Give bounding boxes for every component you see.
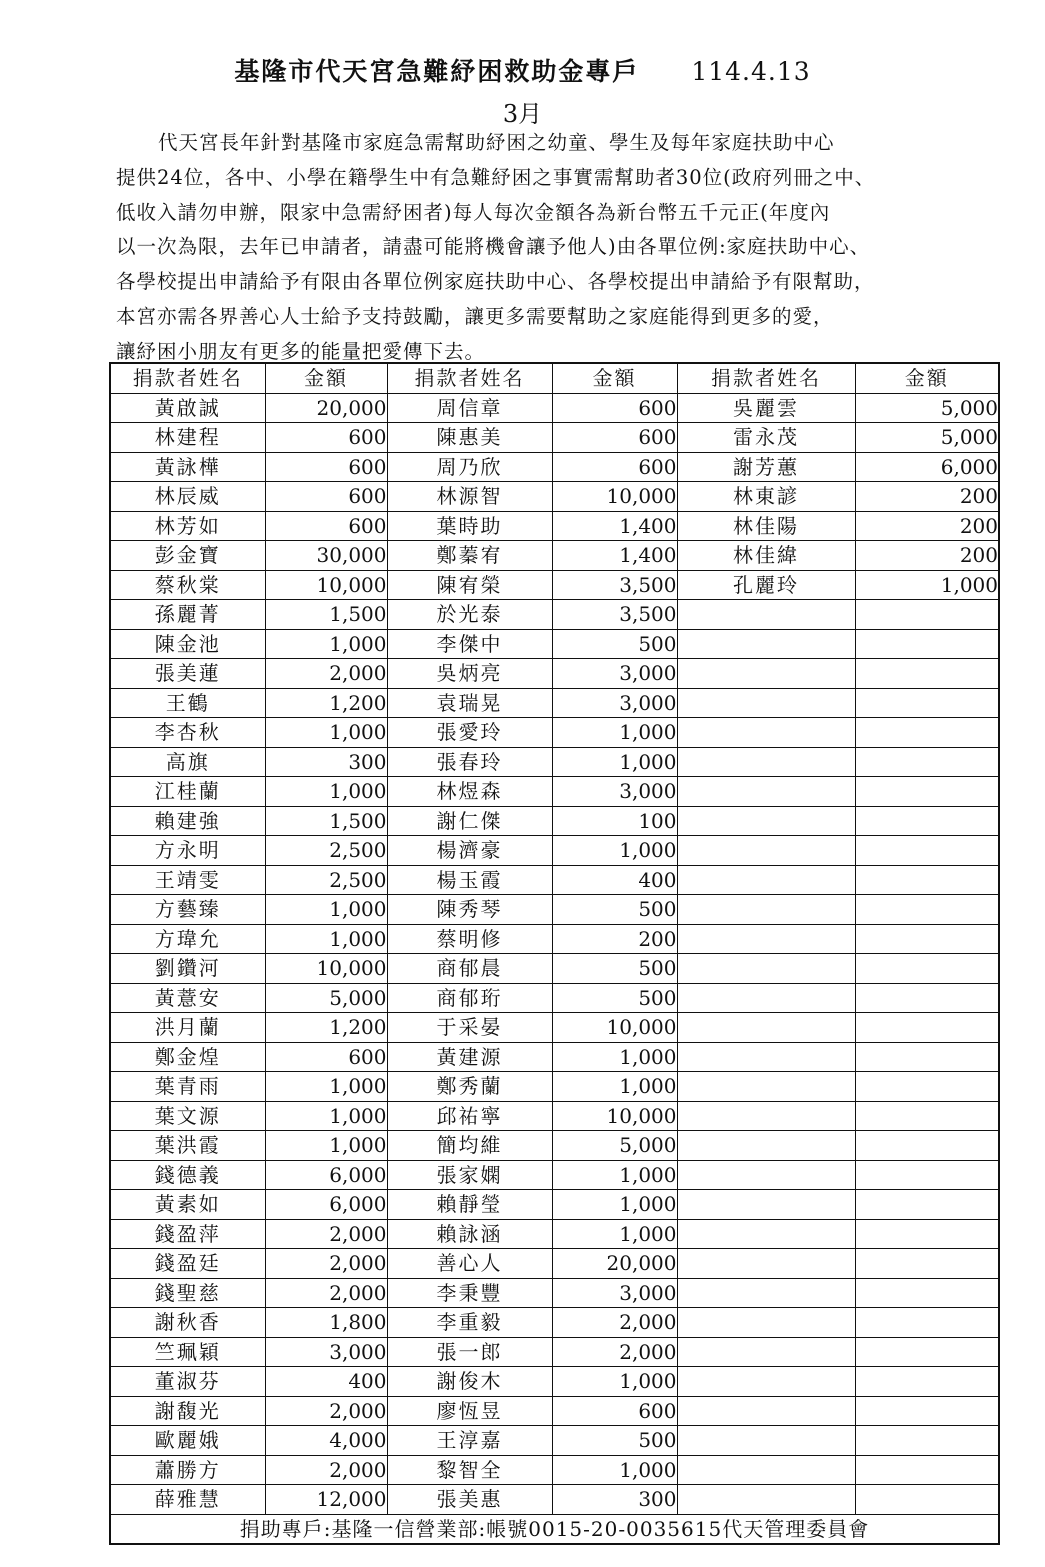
donor-name-cell: 廖恆昱 xyxy=(387,1396,552,1426)
donor-name-cell xyxy=(677,1396,855,1426)
amount-cell: 1,000 xyxy=(552,1455,677,1485)
table-row xyxy=(110,1308,999,1338)
amount-cell: 6,000 xyxy=(855,452,999,482)
donor-name-cell: 張美惠 xyxy=(387,1485,552,1515)
amount-cell xyxy=(855,1455,999,1485)
amount-cell: 600 xyxy=(265,482,387,512)
table-row xyxy=(110,1219,999,1249)
donor-name-cell: 林煜森 xyxy=(387,777,552,807)
amount-cell: 3,000 xyxy=(265,1337,387,1367)
amount-cell xyxy=(855,600,999,630)
donor-name-cell: 謝芳蕙 xyxy=(677,452,855,482)
amount-cell: 1,000 xyxy=(265,924,387,954)
account-info: 捐助專戶:基隆一信營業部:帳號0015-20-0035615代天管理委員會 xyxy=(110,1514,999,1544)
donor-name-cell xyxy=(677,1219,855,1249)
donor-name-cell: 蔡秋棠 xyxy=(110,570,265,600)
amount-cell: 2,000 xyxy=(265,1219,387,1249)
donor-name-cell: 劉鑽河 xyxy=(110,954,265,984)
amount-cell xyxy=(855,806,999,836)
donor-name-cell: 賴詠涵 xyxy=(387,1219,552,1249)
donor-name-cell xyxy=(677,1042,855,1072)
amount-cell: 1,000 xyxy=(552,1219,677,1249)
donor-name-cell: 於光泰 xyxy=(387,600,552,630)
donor-name-cell: 錢德義 xyxy=(110,1160,265,1190)
donor-name-cell: 于采晏 xyxy=(387,1013,552,1043)
table-row xyxy=(110,1455,999,1485)
table-row xyxy=(110,1160,999,1190)
donor-name-cell: 袁瑞晃 xyxy=(387,688,552,718)
table-footer-row xyxy=(110,1514,999,1544)
donor-name-cell xyxy=(677,1308,855,1338)
amount-cell: 1,800 xyxy=(265,1308,387,1338)
amount-cell: 1,000 xyxy=(265,1072,387,1102)
donor-name-cell xyxy=(677,1072,855,1102)
donor-name-cell: 錢盈廷 xyxy=(110,1249,265,1279)
donor-name-cell: 薛雅慧 xyxy=(110,1485,265,1515)
donor-name-cell: 李杏秋 xyxy=(110,718,265,748)
amount-cell: 1,000 xyxy=(552,836,677,866)
amount-cell xyxy=(855,1013,999,1043)
intro-line: 代天宮長年針對基隆市家庭急需幫助紓困之幼童、學生及每年家庭扶助中心 xyxy=(158,131,835,154)
donor-name-cell: 葉時助 xyxy=(387,511,552,541)
amount-cell xyxy=(855,924,999,954)
amount-cell: 2,000 xyxy=(552,1337,677,1367)
header-donor-name: 捐款者姓名 xyxy=(387,363,552,393)
header-amount: 金額 xyxy=(265,363,387,393)
amount-cell: 12,000 xyxy=(265,1485,387,1515)
donor-name-cell xyxy=(677,1249,855,1279)
amount-cell: 10,000 xyxy=(265,954,387,984)
amount-cell: 400 xyxy=(552,865,677,895)
donor-name-cell: 李傑中 xyxy=(387,629,552,659)
amount-cell: 3,500 xyxy=(552,570,677,600)
donor-name-cell xyxy=(677,777,855,807)
donor-name-cell: 周信章 xyxy=(387,393,552,423)
table-row xyxy=(110,1367,999,1397)
amount-cell: 200 xyxy=(855,511,999,541)
donor-name-cell: 楊濟豪 xyxy=(387,836,552,866)
table-row xyxy=(110,1485,999,1515)
amount-cell xyxy=(855,1072,999,1102)
donor-name-cell: 黃建源 xyxy=(387,1042,552,1072)
amount-cell xyxy=(855,1249,999,1279)
donor-name-cell: 黃啟誠 xyxy=(110,393,265,423)
donor-name-cell: 吳麗雲 xyxy=(677,393,855,423)
amount-cell: 400 xyxy=(265,1367,387,1397)
amount-cell: 2,000 xyxy=(265,1249,387,1279)
amount-cell xyxy=(855,1367,999,1397)
donor-name-cell xyxy=(677,1337,855,1367)
amount-cell: 600 xyxy=(265,423,387,453)
donor-name-cell: 高旗 xyxy=(110,747,265,777)
donor-name-cell xyxy=(677,836,855,866)
donor-name-cell: 林佳緯 xyxy=(677,541,855,571)
donor-name-cell: 李秉豐 xyxy=(387,1278,552,1308)
donor-name-cell: 林佳陽 xyxy=(677,511,855,541)
donor-name-cell: 蔡明修 xyxy=(387,924,552,954)
amount-cell xyxy=(855,1308,999,1338)
donor-name-cell: 方瑋允 xyxy=(110,924,265,954)
title-text: 基隆市代天宮急難紓困救助金專戶 xyxy=(234,57,640,86)
donor-name-cell: 蕭勝方 xyxy=(110,1455,265,1485)
intro-line: 以一次為限，去年已申請者，請盡可能將機會讓予他人)由各單位例:家庭扶助中心、 xyxy=(116,235,871,259)
donor-name-cell: 林建程 xyxy=(110,423,265,453)
amount-cell: 1,000 xyxy=(265,1101,387,1131)
amount-cell: 2,000 xyxy=(265,1278,387,1308)
amount-cell: 5,000 xyxy=(855,423,999,453)
donor-name-cell xyxy=(677,718,855,748)
donor-name-cell: 謝秋香 xyxy=(110,1308,265,1338)
donor-name-cell xyxy=(677,747,855,777)
amount-cell xyxy=(855,1131,999,1161)
donor-name-cell xyxy=(677,1131,855,1161)
header-donor-name: 捐款者姓名 xyxy=(677,363,855,393)
amount-cell: 20,000 xyxy=(552,1249,677,1279)
donor-name-cell: 王靖雯 xyxy=(110,865,265,895)
amount-cell: 600 xyxy=(552,423,677,453)
donor-name-cell: 陳金池 xyxy=(110,629,265,659)
table-row xyxy=(110,1337,999,1367)
donor-name-cell: 賴建強 xyxy=(110,806,265,836)
donor-name-cell: 雷永茂 xyxy=(677,423,855,453)
donor-name-cell xyxy=(677,659,855,689)
amount-cell: 10,000 xyxy=(265,570,387,600)
donor-name-cell: 賴靜瑩 xyxy=(387,1190,552,1220)
donor-name-cell xyxy=(677,954,855,984)
table-header-row xyxy=(110,363,999,393)
amount-cell: 100 xyxy=(552,806,677,836)
amount-cell: 500 xyxy=(552,983,677,1013)
donor-name-cell: 簡均維 xyxy=(387,1131,552,1161)
amount-cell: 600 xyxy=(552,452,677,482)
amount-cell: 5,000 xyxy=(552,1131,677,1161)
donor-name-cell: 方藝臻 xyxy=(110,895,265,925)
donor-name-cell: 鄭秀蘭 xyxy=(387,1072,552,1102)
donor-name-cell: 林源智 xyxy=(387,482,552,512)
page-month: 3月 xyxy=(502,100,543,128)
table-row xyxy=(110,1426,999,1456)
donor-name-cell: 黃素如 xyxy=(110,1190,265,1220)
amount-cell: 1,000 xyxy=(855,570,999,600)
table-row xyxy=(110,600,999,630)
donor-name-cell xyxy=(677,1367,855,1397)
amount-cell: 2,000 xyxy=(265,1396,387,1426)
table-row xyxy=(110,865,999,895)
table-row xyxy=(110,1131,999,1161)
amount-cell: 2,000 xyxy=(265,1455,387,1485)
donor-name-cell: 陳宥榮 xyxy=(387,570,552,600)
donor-name-cell: 孫麗菁 xyxy=(110,600,265,630)
amount-cell: 1,400 xyxy=(552,511,677,541)
amount-cell: 10,000 xyxy=(552,482,677,512)
amount-cell: 1,200 xyxy=(265,1013,387,1043)
amount-cell: 300 xyxy=(265,747,387,777)
amount-cell: 30,000 xyxy=(265,541,387,571)
table-row xyxy=(110,777,999,807)
donor-name-cell xyxy=(677,924,855,954)
amount-cell: 1,000 xyxy=(265,895,387,925)
table-row xyxy=(110,1072,999,1102)
amount-cell: 600 xyxy=(265,511,387,541)
header-amount: 金額 xyxy=(855,363,999,393)
donor-name-cell: 陳惠美 xyxy=(387,423,552,453)
amount-cell xyxy=(855,836,999,866)
donor-name-cell: 張春玲 xyxy=(387,747,552,777)
table-row xyxy=(110,688,999,718)
donor-name-cell xyxy=(677,1455,855,1485)
amount-cell: 3,500 xyxy=(552,600,677,630)
donor-name-cell xyxy=(677,1160,855,1190)
amount-cell: 500 xyxy=(552,954,677,984)
donor-name-cell xyxy=(677,983,855,1013)
donor-name-cell: 錢聖慈 xyxy=(110,1278,265,1308)
amount-cell: 10,000 xyxy=(552,1013,677,1043)
table-row xyxy=(110,659,999,689)
donor-name-cell: 竺珮穎 xyxy=(110,1337,265,1367)
donor-name-cell: 黃薏安 xyxy=(110,983,265,1013)
donor-name-cell: 善心人 xyxy=(387,1249,552,1279)
donor-name-cell xyxy=(677,600,855,630)
amount-cell: 2,500 xyxy=(265,836,387,866)
amount-cell: 500 xyxy=(552,895,677,925)
amount-cell: 3,000 xyxy=(552,659,677,689)
table-row xyxy=(110,1101,999,1131)
table-row xyxy=(110,452,999,482)
donor-name-cell: 葉文源 xyxy=(110,1101,265,1131)
donor-name-cell: 林芳如 xyxy=(110,511,265,541)
donor-name-cell: 張一郎 xyxy=(387,1337,552,1367)
donor-name-cell: 謝仁傑 xyxy=(387,806,552,836)
donor-name-cell: 張家嫻 xyxy=(387,1160,552,1190)
donor-name-cell: 李重毅 xyxy=(387,1308,552,1338)
header-donor-name: 捐款者姓名 xyxy=(110,363,265,393)
donor-name-cell xyxy=(677,1485,855,1515)
amount-cell xyxy=(855,747,999,777)
donor-name-cell: 孔麗玲 xyxy=(677,570,855,600)
donor-table xyxy=(109,362,1000,1545)
donor-name-cell: 邱祐寧 xyxy=(387,1101,552,1131)
amount-cell: 6,000 xyxy=(265,1190,387,1220)
donor-name-cell: 江桂蘭 xyxy=(110,777,265,807)
table-row xyxy=(110,1190,999,1220)
intro-line: 各學校提出申請給予有限由各單位例家庭扶助中心、各學校提出申請給予有限幫助， xyxy=(116,270,875,294)
amount-cell xyxy=(855,895,999,925)
amount-cell: 1,000 xyxy=(265,718,387,748)
amount-cell xyxy=(855,688,999,718)
amount-cell: 1,000 xyxy=(552,1160,677,1190)
amount-cell: 600 xyxy=(552,393,677,423)
amount-cell xyxy=(855,954,999,984)
amount-cell xyxy=(855,983,999,1013)
amount-cell: 200 xyxy=(552,924,677,954)
donor-name-cell: 謝馥光 xyxy=(110,1396,265,1426)
amount-cell: 1,000 xyxy=(552,747,677,777)
donor-name-cell: 謝俊木 xyxy=(387,1367,552,1397)
donor-name-cell: 鄭金煌 xyxy=(110,1042,265,1072)
table-row xyxy=(110,747,999,777)
table-row xyxy=(110,629,999,659)
amount-cell: 1,000 xyxy=(265,777,387,807)
amount-cell: 3,000 xyxy=(552,1278,677,1308)
amount-cell: 3,000 xyxy=(552,777,677,807)
donor-name-cell xyxy=(677,806,855,836)
intro-line: 讓紓困小朋友有更多的能量把愛傳下去。 xyxy=(116,339,486,363)
donor-name-cell: 黃詠樺 xyxy=(110,452,265,482)
amount-cell: 10,000 xyxy=(552,1101,677,1131)
amount-cell: 1,400 xyxy=(552,541,677,571)
intro-paragraph xyxy=(116,126,996,370)
table-row xyxy=(110,836,999,866)
table-row xyxy=(110,1013,999,1043)
donor-name-cell xyxy=(677,688,855,718)
table-row xyxy=(110,541,999,571)
amount-cell: 2,000 xyxy=(265,659,387,689)
donor-name-cell xyxy=(677,1190,855,1220)
intro-line: 低收入請勿申辦，限家中急需紓困者)每人每次金額各為新台幣五千元正(年度內 xyxy=(116,200,831,224)
donor-name-cell: 商郁珩 xyxy=(387,983,552,1013)
amount-cell xyxy=(855,1485,999,1515)
donor-name-cell xyxy=(677,865,855,895)
donor-name-cell: 吳炳亮 xyxy=(387,659,552,689)
table-row xyxy=(110,806,999,836)
table-row xyxy=(110,1396,999,1426)
amount-cell xyxy=(855,1219,999,1249)
amount-cell: 1,000 xyxy=(552,1042,677,1072)
table-row xyxy=(110,895,999,925)
donor-name-cell xyxy=(677,1101,855,1131)
table-row xyxy=(110,482,999,512)
amount-cell: 1,000 xyxy=(552,1367,677,1397)
amount-cell: 1,000 xyxy=(552,1072,677,1102)
donor-name-cell: 歐麗娥 xyxy=(110,1426,265,1456)
donor-name-cell xyxy=(677,629,855,659)
amount-cell xyxy=(855,1190,999,1220)
donor-name-cell: 葉洪霞 xyxy=(110,1131,265,1161)
amount-cell: 1,000 xyxy=(552,718,677,748)
amount-cell: 4,000 xyxy=(265,1426,387,1456)
table-row xyxy=(110,1042,999,1072)
donor-name-cell: 周乃欣 xyxy=(387,452,552,482)
donor-name-cell xyxy=(677,1013,855,1043)
donor-name-cell: 張愛玲 xyxy=(387,718,552,748)
amount-cell xyxy=(855,1101,999,1131)
amount-cell xyxy=(855,1426,999,1456)
amount-cell: 5,000 xyxy=(265,983,387,1013)
table-row xyxy=(110,718,999,748)
donor-name-cell: 林東諺 xyxy=(677,482,855,512)
donor-name-cell: 董淑芬 xyxy=(110,1367,265,1397)
amount-cell: 2,000 xyxy=(552,1308,677,1338)
donor-name-cell: 陳秀琴 xyxy=(387,895,552,925)
donor-name-cell: 王鶴 xyxy=(110,688,265,718)
amount-cell xyxy=(855,865,999,895)
table-row xyxy=(110,423,999,453)
donor-name-cell: 王淳嘉 xyxy=(387,1426,552,1456)
donor-name-cell: 張美蓮 xyxy=(110,659,265,689)
amount-cell xyxy=(855,1396,999,1426)
amount-cell xyxy=(855,1337,999,1367)
amount-cell: 600 xyxy=(265,452,387,482)
amount-cell: 200 xyxy=(855,482,999,512)
amount-cell xyxy=(855,659,999,689)
intro-line: 提供24位，各中、小學在籍學生中有急難紓困之事實需幫助者30位(政府列冊之中、 xyxy=(116,165,876,189)
amount-cell xyxy=(855,718,999,748)
amount-cell: 1,000 xyxy=(265,629,387,659)
amount-cell: 1,200 xyxy=(265,688,387,718)
title-date: 114.4.13 xyxy=(691,57,811,86)
amount-cell xyxy=(855,777,999,807)
amount-cell: 20,000 xyxy=(265,393,387,423)
amount-cell: 1,500 xyxy=(265,806,387,836)
amount-cell: 6,000 xyxy=(265,1160,387,1190)
donor-name-cell: 林辰威 xyxy=(110,482,265,512)
table-row xyxy=(110,570,999,600)
donor-name-cell xyxy=(677,895,855,925)
amount-cell xyxy=(855,629,999,659)
donor-name-cell: 方永明 xyxy=(110,836,265,866)
table-row xyxy=(110,924,999,954)
amount-cell: 5,000 xyxy=(855,393,999,423)
table-row xyxy=(110,1278,999,1308)
donor-name-cell: 洪月蘭 xyxy=(110,1013,265,1043)
donor-name-cell: 鄭蓁宥 xyxy=(387,541,552,571)
amount-cell: 200 xyxy=(855,541,999,571)
table-row xyxy=(110,393,999,423)
amount-cell: 600 xyxy=(265,1042,387,1072)
amount-cell: 1,000 xyxy=(552,1190,677,1220)
amount-cell: 1,000 xyxy=(265,1131,387,1161)
donor-name-cell: 黎智全 xyxy=(387,1455,552,1485)
amount-cell: 600 xyxy=(552,1396,677,1426)
donor-name-cell xyxy=(677,1278,855,1308)
amount-cell xyxy=(855,1160,999,1190)
amount-cell: 3,000 xyxy=(552,688,677,718)
amount-cell xyxy=(855,1278,999,1308)
donor-name-cell: 商郁晨 xyxy=(387,954,552,984)
donor-name-cell: 彭金寶 xyxy=(110,541,265,571)
donor-name-cell: 葉青雨 xyxy=(110,1072,265,1102)
table-row xyxy=(110,511,999,541)
table-row xyxy=(110,1249,999,1279)
amount-cell xyxy=(855,1042,999,1072)
amount-cell: 2,500 xyxy=(265,865,387,895)
amount-cell: 500 xyxy=(552,629,677,659)
donor-name-cell: 錢盈萍 xyxy=(110,1219,265,1249)
table-row xyxy=(110,954,999,984)
amount-cell: 1,500 xyxy=(265,600,387,630)
page-title xyxy=(0,52,1045,88)
donor-name-cell: 楊玉霞 xyxy=(387,865,552,895)
amount-cell: 300 xyxy=(552,1485,677,1515)
donor-name-cell xyxy=(677,1426,855,1456)
amount-cell: 500 xyxy=(552,1426,677,1456)
header-amount: 金額 xyxy=(552,363,677,393)
table-row xyxy=(110,983,999,1013)
intro-line: 本宮亦需各界善心人士給予支持鼓勵，讓更多需要幫助之家庭能得到更多的愛， xyxy=(116,304,834,328)
